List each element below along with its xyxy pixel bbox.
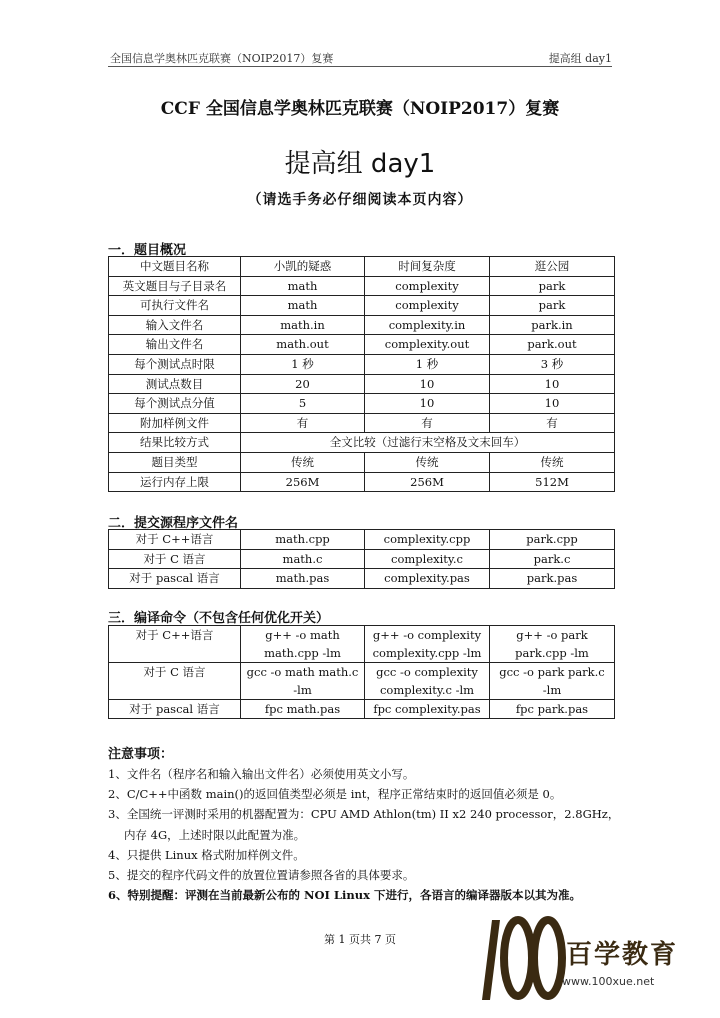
- table-cell: 传统: [490, 452, 615, 472]
- table-cell: 对于 C 语言: [109, 549, 241, 569]
- table-cell: 每个测试点时限: [109, 354, 241, 374]
- table-cell: park: [490, 276, 615, 296]
- section-1-heading: 一．题目概况: [108, 243, 187, 258]
- table-cell: 传统: [365, 452, 490, 472]
- table-cell: 结果比较方式: [109, 433, 241, 453]
- table-cell: fpc park.pas: [490, 700, 615, 719]
- table-row: [109, 276, 615, 296]
- note-item: 3、全国统一评测时采用的机器配置为：CPU AMD Athlon(tm) II x2 240 processor，2.8GHz，: [108, 807, 620, 822]
- section-3-heading: 三．编译命令（不包含任何优化开关）: [108, 611, 330, 626]
- source-filename-table: [108, 529, 615, 589]
- note-item: 内存 4G，上述时限以此配置为准。: [124, 827, 306, 842]
- table-cell: park.pas: [490, 569, 615, 589]
- table-cell: math: [241, 296, 365, 316]
- table-row: [109, 530, 615, 550]
- table-row: [109, 394, 615, 414]
- section-2-heading: 二．提交源程序文件名: [108, 516, 239, 531]
- table-cell: math.out: [241, 335, 365, 355]
- table-cell: 10: [490, 374, 615, 394]
- table-row: [109, 354, 615, 374]
- note-item: 1、文件名（程序名和输入输出文件名）必须使用英文小写。: [108, 767, 415, 781]
- table-cell: complexity.c: [365, 549, 490, 569]
- compile-command-table: [108, 625, 615, 719]
- note-item: 6、特别提醒：评测在当前最新公布的 NOI Linux 下进行，各语言的编译器版本以其为准。: [108, 888, 581, 903]
- table-cell: 输出文件名: [109, 335, 241, 355]
- running-header-right: 提高组 day1: [548, 52, 612, 65]
- table-cell: 20: [241, 374, 365, 394]
- problem-overview-table: [108, 256, 615, 492]
- logo-brand-text: 百学教育: [566, 940, 679, 970]
- header-rule: [108, 66, 612, 67]
- table-cell: gcc -o complexity: [365, 663, 490, 682]
- table-row: [109, 335, 615, 355]
- table-row: [109, 452, 615, 472]
- table-cell: 10: [365, 374, 490, 394]
- table-cell: math.pas: [241, 569, 365, 589]
- table-cell: 1 秒: [365, 354, 490, 374]
- table-cell: 10: [490, 394, 615, 414]
- table-cell: 256M: [241, 472, 365, 492]
- table-cell: fpc math.pas: [241, 700, 365, 719]
- table-row: [109, 663, 615, 682]
- table-cell: math: [241, 276, 365, 296]
- page-footer: 第 1 页共 7 页: [324, 933, 396, 946]
- table-row: [109, 626, 615, 645]
- watermark-logo: [478, 912, 678, 1007]
- table-cell: 对于 pascal 语言: [109, 700, 241, 719]
- table-cell: complexity.in: [365, 315, 490, 335]
- running-header-left: 全国信息学奥林匹克联赛（NOIP2017）复赛: [110, 52, 334, 65]
- table-row: [109, 257, 615, 277]
- table-row: [109, 472, 615, 492]
- document-subtitle: 提高组 day1: [284, 149, 436, 179]
- table-cell: complexity: [365, 276, 490, 296]
- table-cell: complexity.cpp -lm: [365, 644, 490, 663]
- table-row: [109, 296, 615, 316]
- notes-list: [108, 764, 618, 905]
- table-cell: 有: [241, 413, 365, 433]
- table-row: [109, 569, 615, 589]
- table-cell: 对于 pascal 语言: [109, 569, 241, 589]
- table-cell: -lm: [241, 681, 365, 700]
- table-cell: 10: [365, 394, 490, 414]
- table-cell: 3 秒: [490, 354, 615, 374]
- table-cell: complexity.pas: [365, 569, 490, 589]
- table-cell: 中文题目名称: [109, 257, 241, 277]
- table-cell: 512M: [490, 472, 615, 492]
- note-item: 2、C/C++中函数 main()的返回值类型必须是 int，程序正常结束时的返回值必须是 0。: [108, 787, 562, 802]
- notes-heading: 注意事项：: [108, 747, 174, 762]
- table-row: [109, 374, 615, 394]
- table-cell: park: [490, 296, 615, 316]
- logo-100-mark: [478, 912, 568, 1007]
- table-cell: g++ -o park: [490, 626, 615, 645]
- table-cell: 5: [241, 394, 365, 414]
- table-cell: math.cpp: [241, 530, 365, 550]
- table-cell: park.cpp: [490, 530, 615, 550]
- table-cell: 对于 C++语言: [109, 530, 241, 550]
- table-cell: 题目类型: [109, 452, 241, 472]
- table-cell: math.c: [241, 549, 365, 569]
- table-row: [109, 700, 615, 719]
- table-cell: 小凯的疑惑: [241, 257, 365, 277]
- note-item: 4、只提供 Linux 格式附加样例文件。: [108, 847, 305, 862]
- read-carefully-note: （请选手务必仔细阅读本页内容）: [247, 192, 473, 208]
- note-item: 5、提交的程序代码文件的放置位置请参照各省的具体要求。: [108, 868, 415, 883]
- document-title: CCF 全国信息学奥林匹克联赛（NOIP2017）复赛: [160, 99, 560, 119]
- table-row: [109, 549, 615, 569]
- table-cell: 有: [490, 413, 615, 433]
- table-cell: park.c: [490, 549, 615, 569]
- table-row: [109, 413, 615, 433]
- table-cell: 可执行文件名: [109, 296, 241, 316]
- table-cell: 时间复杂度: [365, 257, 490, 277]
- table-cell: 有: [365, 413, 490, 433]
- table-cell: 英文题目与子目录名: [109, 276, 241, 296]
- table-cell: 测试点数目: [109, 374, 241, 394]
- table-cell: math.in: [241, 315, 365, 335]
- table-cell: complexity.c -lm: [365, 681, 490, 700]
- table-cell: g++ -o complexity: [365, 626, 490, 645]
- table-cell: math.cpp -lm: [241, 644, 365, 663]
- table-cell: complexity.out: [365, 335, 490, 355]
- table-cell: 1 秒: [241, 354, 365, 374]
- table-row: [109, 315, 615, 335]
- table-cell: park.in: [490, 315, 615, 335]
- table-cell: 传统: [241, 452, 365, 472]
- table-cell: fpc complexity.pas: [365, 700, 490, 719]
- table-cell: -lm: [490, 681, 615, 700]
- table-cell: 附加样例文件: [109, 413, 241, 433]
- table-cell: 输入文件名: [109, 315, 241, 335]
- table-cell: g++ -o math: [241, 626, 365, 645]
- table-cell: 256M: [365, 472, 490, 492]
- table-cell: park.cpp -lm: [490, 644, 615, 663]
- table-cell: complexity: [365, 296, 490, 316]
- logo-url: www.100xue.net: [562, 975, 655, 988]
- table-cell: 对于 C 语言: [109, 663, 241, 700]
- table-cell: park.out: [490, 335, 615, 355]
- table-cell: 运行内存上限: [109, 472, 241, 492]
- table-cell: 每个测试点分值: [109, 394, 241, 414]
- table-cell: gcc -o math math.c: [241, 663, 365, 682]
- table-cell: 全文比较（过滤行末空格及文末回车）: [241, 433, 615, 453]
- table-cell: 对于 C++语言: [109, 626, 241, 663]
- table-cell: 逛公园: [490, 257, 615, 277]
- table-cell: complexity.cpp: [365, 530, 490, 550]
- table-cell: gcc -o park park.c: [490, 663, 615, 682]
- table-row: [109, 433, 615, 453]
